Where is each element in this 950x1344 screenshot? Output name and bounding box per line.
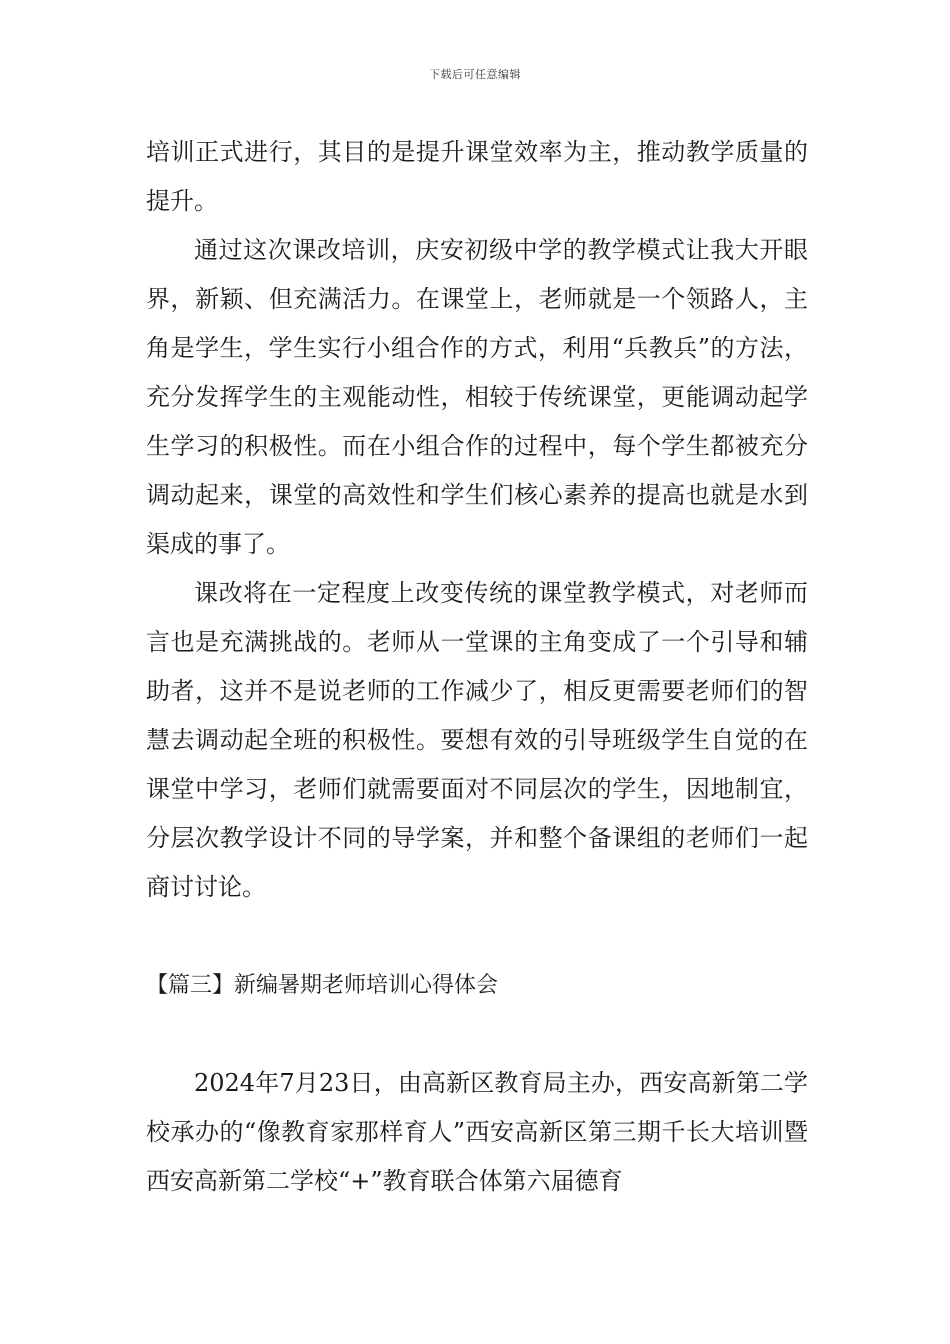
paragraph-continuation: 培训正式进行，其目的是提升课堂效率为主，推动教学质量的提升。 bbox=[146, 138, 808, 215]
paragraph-teacher-challenge: 课改将在一定程度上改变传统的课堂教学模式，对老师而言也是充满挑战的。老师从一堂课的主角变成了一个引导和辅助者，这并不是说老师的工作减少了，相反更需要老师们的智慧去调动起全班的积极性。要想有效的引导班级学生自觉的在课堂中学习，老师们就需要面对不同层次的学生，因地制宜，分层次教学设计不同的导学案，并和整个备课组的老师们一起商讨讨论。 bbox=[146, 579, 808, 901]
section-title: 【篇三】新编暑期老师培训心得体会 bbox=[146, 973, 499, 998]
header-note: 下载后可任意编辑 bbox=[429, 68, 521, 81]
document-body bbox=[146, 128, 808, 1206]
paragraph-teaching-model: 通过这次课改培训，庆安初级中学的教学模式让我大开眼界，新颖、但充满活力。在课堂上，老师就是一个领路人，主角是学生，学生实行小组合作的方式，利用“兵教兵”的方法，充分发挥学生的主观能动性，相较于传统课堂，更能调动起学生学习的积极性。而在小组合作的过程中，每个学生都被充分调动起来，课堂的高效性和学生们核心素养的提高也就是水到渠成的事了。 bbox=[146, 236, 808, 558]
paragraph-section-three-intro: 2024年7月23日，由高新区教育局主办，西安高新第二学校承办的“像教育家那样育人”西安高新区第三期千长大培训暨西安高新第二学校“+”教育联合体第六届德育 bbox=[146, 1069, 808, 1195]
